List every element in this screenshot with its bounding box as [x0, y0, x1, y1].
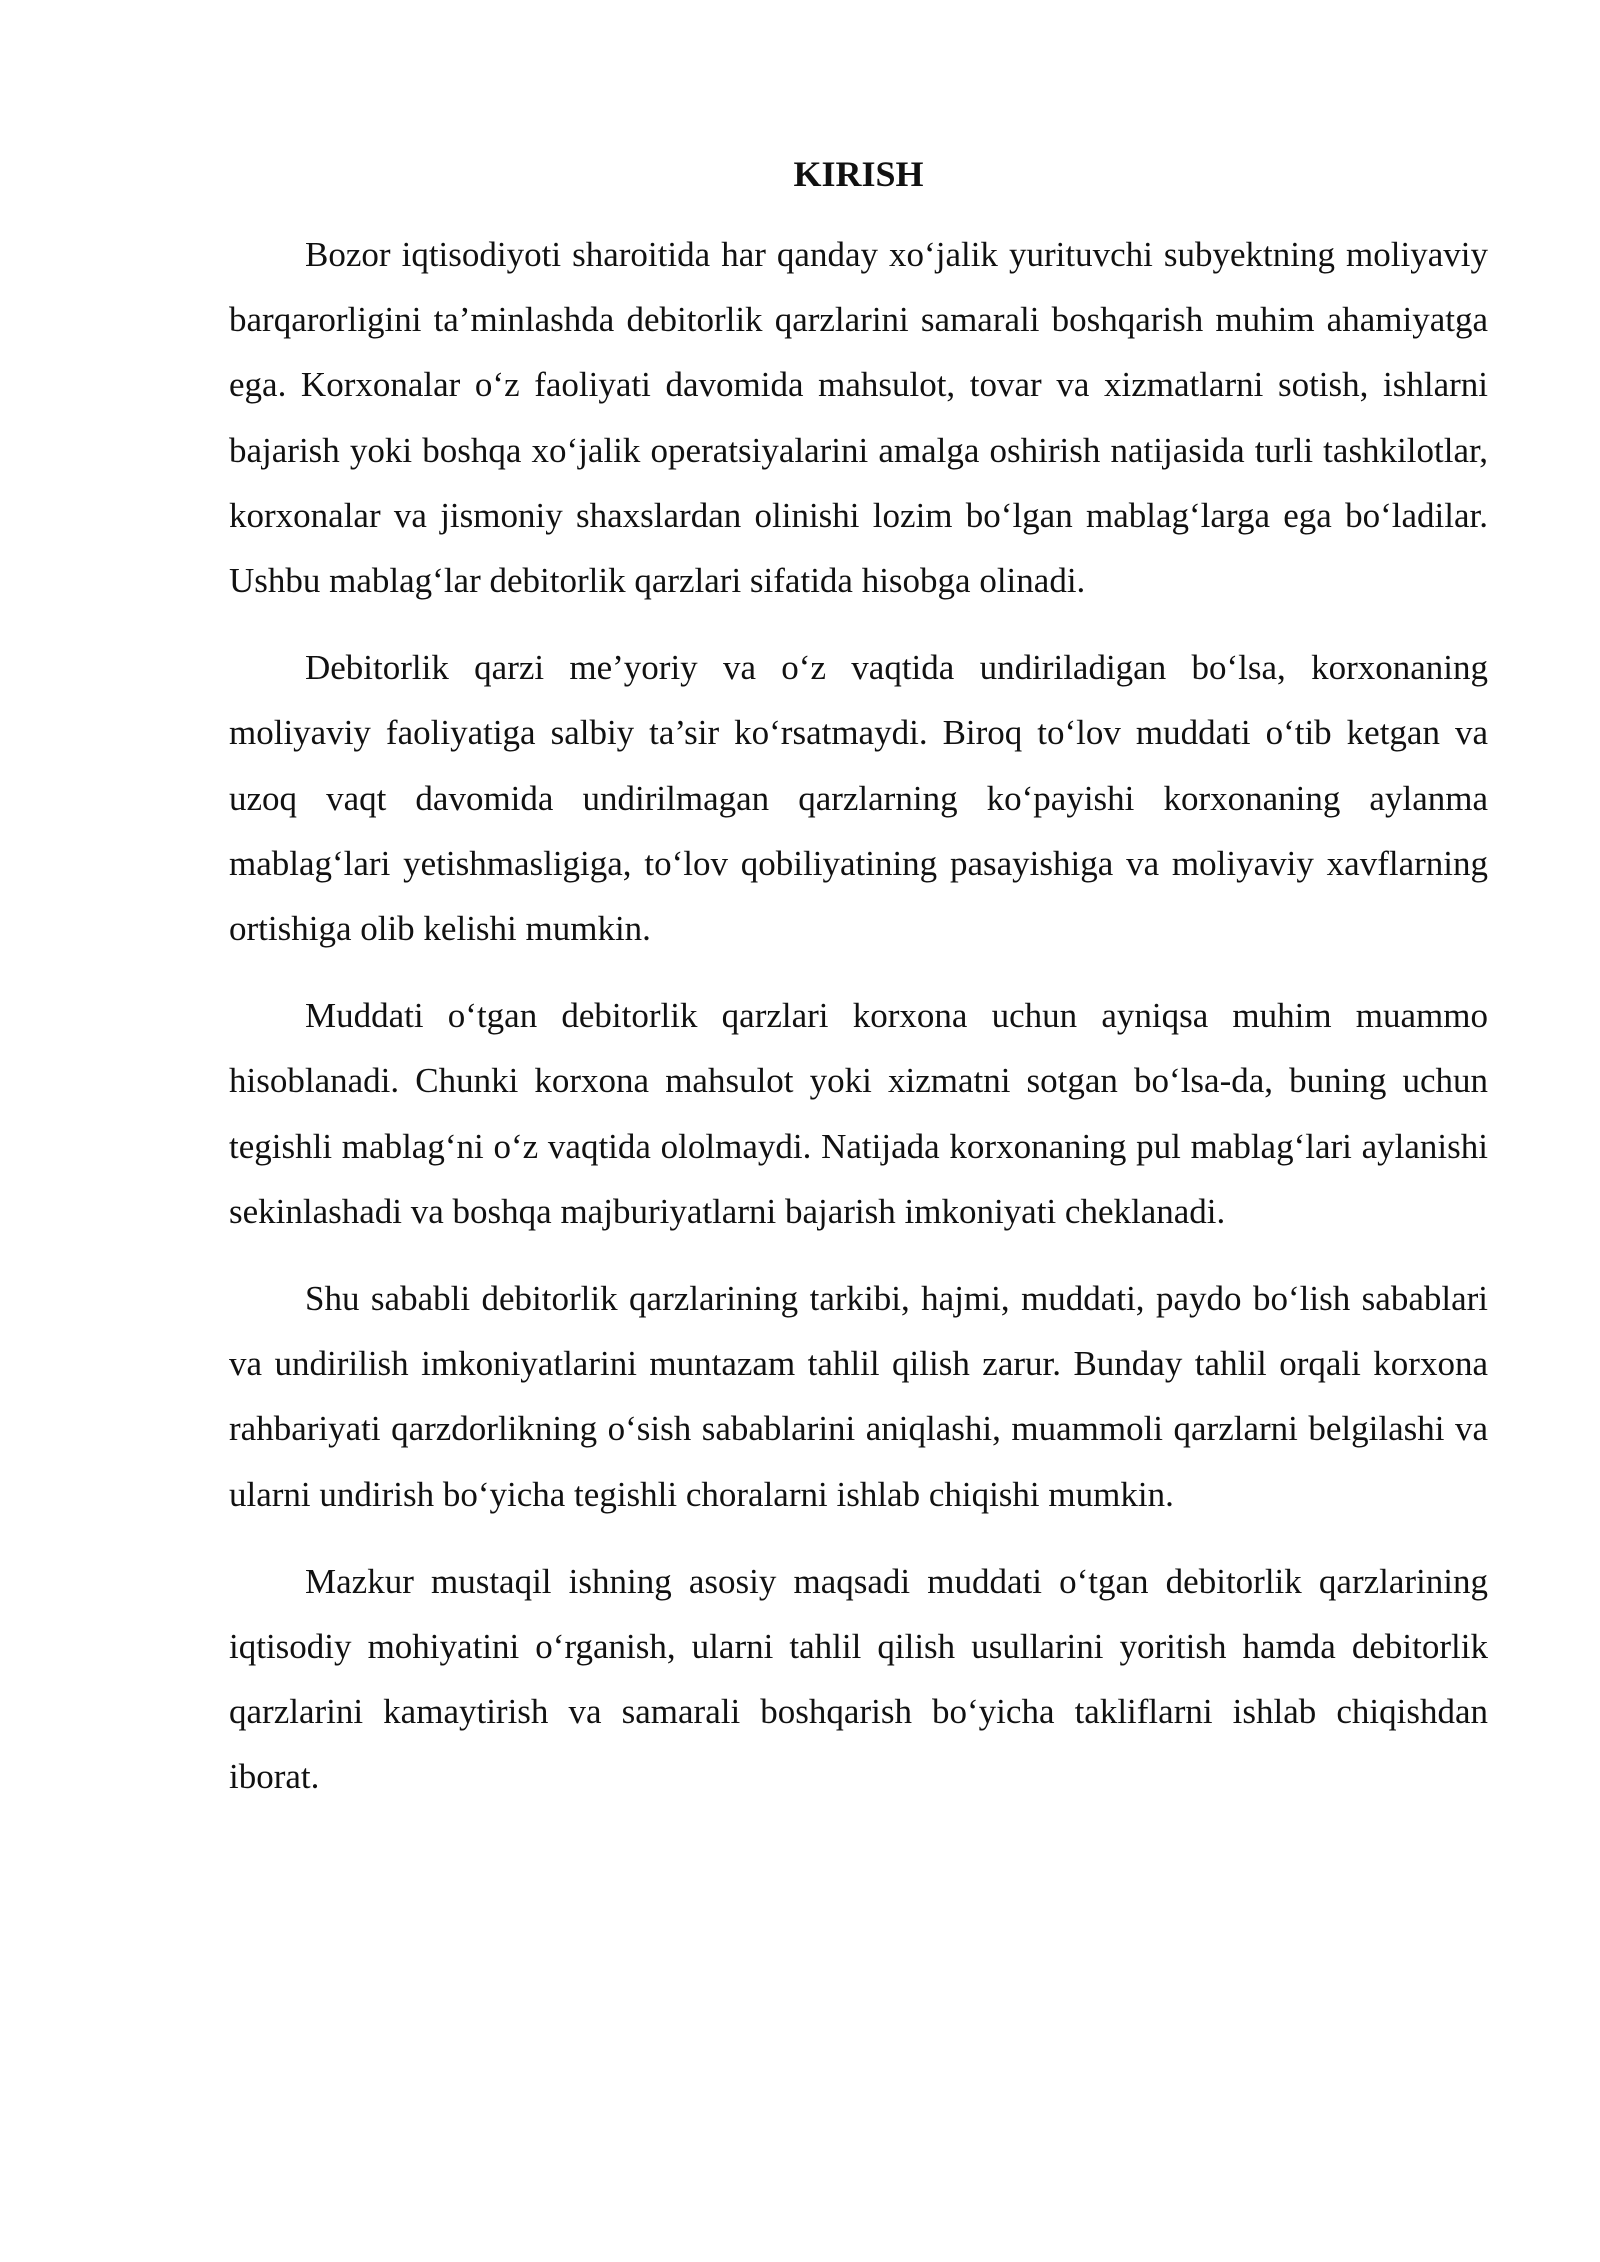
- paragraph-3: Muddati o‘tgan debitorlik qarzlari korxona uchun ayniqsa muhim muammo hisoblanadi. Chunki korxona mahsulot yoki xizmatni sotgan bo‘lsa-da, buning uchun tegishli mablag‘ni o‘z vaqtida ololmaydi. Natijada korxonaning pul mablag‘lari aylanishi sekinlashadi va boshqa majburiyatlarni bajarish imkoniyati cheklanadi.: [229, 996, 1488, 1231]
- paragraph-5: Mazkur mustaqil ishning asosiy maqsadi muddati o‘tgan debitorlik qarzlarining iqtisodiy mohiyatini o‘rganish, ularni tahlil qilish usullarini yoritish hamda debitorlik qarzlarini kamaytirish va samarali boshqarish bo‘yicha takliflarni ishlab chiqishdan iborat.: [229, 1561, 1488, 1797]
- paragraph-2: Debitorlik qarzi me’yoriy va o‘z vaqtida undiriladigan bo‘lsa, korxonaning moliyaviy faoliyatiga salbiy ta’sir ko‘rsatmaydi. Biroq to‘lov muddati o‘tib ketgan va uzoq vaqt davomida undirilmagan qarzlarning ko‘payishi korxonaning aylanma mablag‘lari yetishmasligiga, to‘lov qobiliyatining pasayishiga va moliyaviy xavflarning ortishiga olib kelishi mumkin.: [229, 648, 1488, 949]
- paragraph-4: Shu sababli debitorlik qarzlarining tarkibi, hajmi, muddati, paydo bo‘lish sabablari va undirilish imkoniyatlarini muntazam tahlil qilish zarur. Bunday tahlil orqali korxona rahbariyati qarzdorlikning o‘sish sabablarini aniqlashi, muammoli qarzlarni belgilashi va ularni undirish bo‘yicha tegishli choralarni ishlab chiqishi mumkin.: [229, 1279, 1488, 1514]
- paragraph-1: Bozor iqtisodiyoti sharoitida har qanday xo‘jalik yurituvchi subyektning moliyaviy barqarorligini ta’minlashda debitorlik qarzlarini samarali boshqarish muhim ahamiyatga ega. Korxonalar o‘z faoliyati davomida mahsulot, tovar va xizmatlarni sotish, ishlarni bajarish yoki boshqa xo‘jalik operatsiyalarini amalga oshirish natijasida turli tashkilotlar, korxonalar va jismoniy shaxslardan olinishi lozim bo‘lgan mablag‘larga ega bo‘ladilar. Ushbu mablag‘lar debitorlik qarzlari sifatida hisobga olinadi.: [229, 235, 1488, 601]
- section-heading: KIRISH: [793, 154, 924, 194]
- document-body: [229, 148, 1488, 1832]
